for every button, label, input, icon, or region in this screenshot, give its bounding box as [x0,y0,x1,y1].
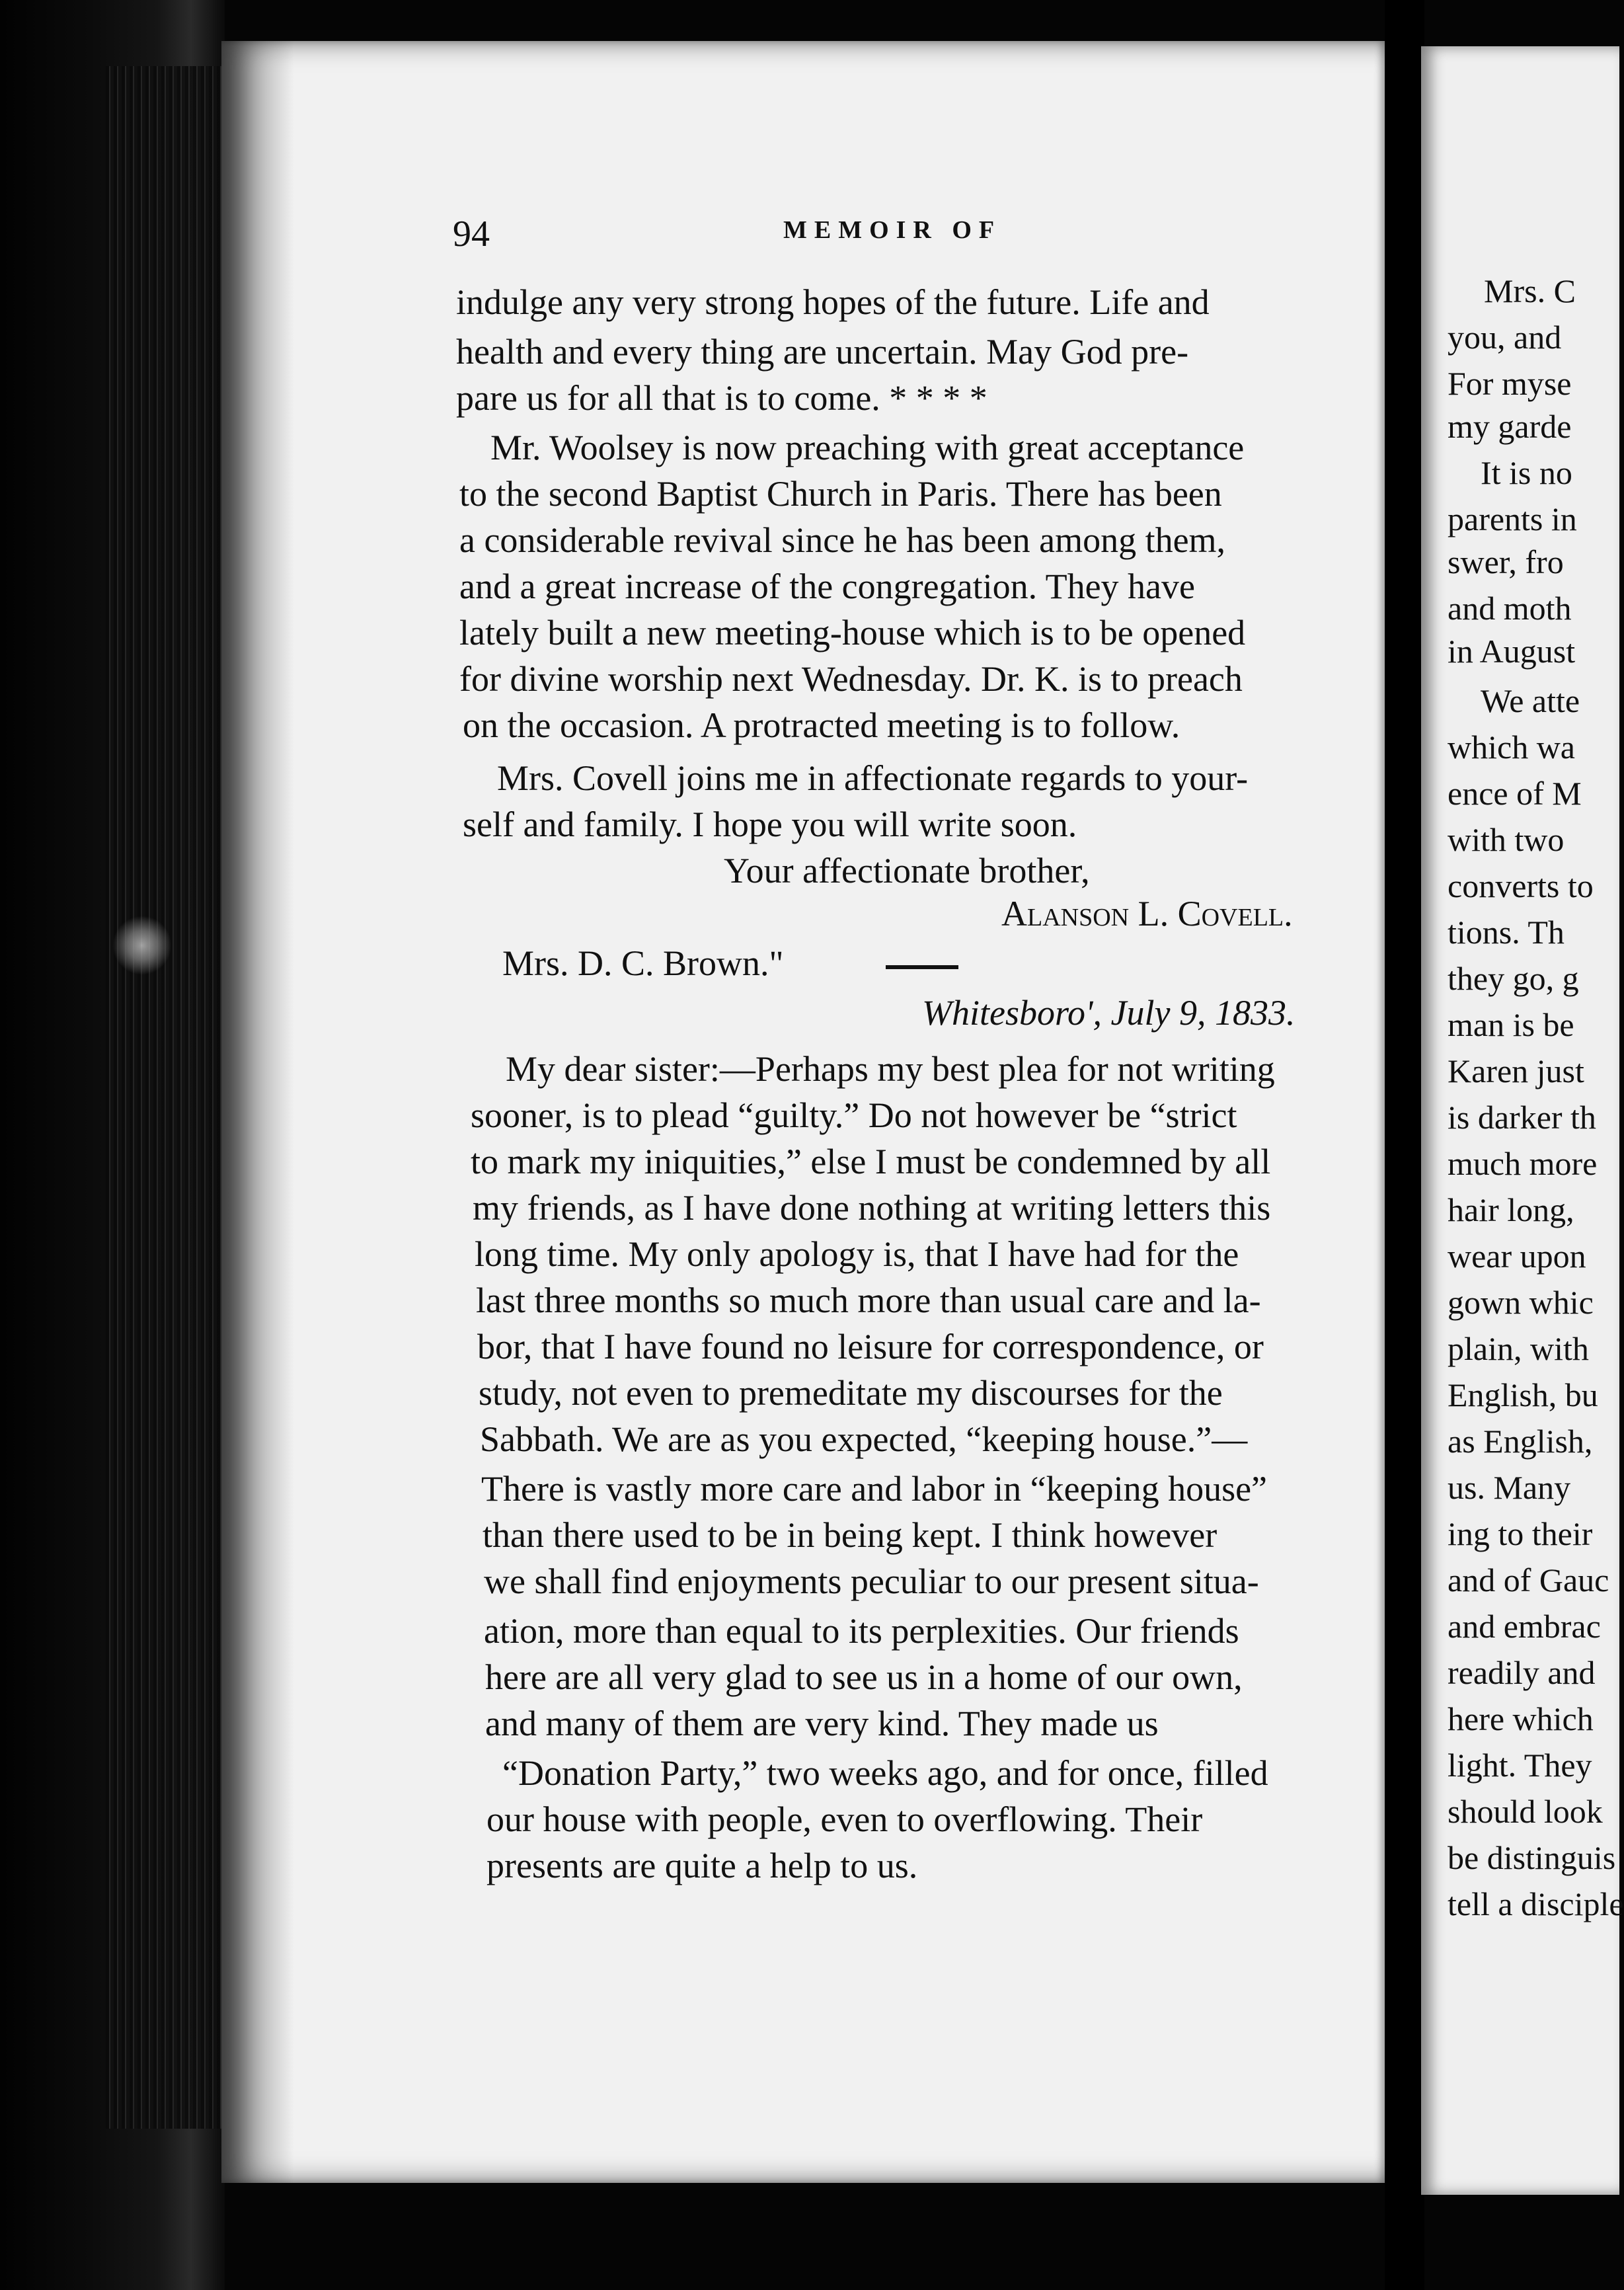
right-page-line: light. They [1448,1747,1592,1784]
text-line: self and family. I hope you will write soon. [463,805,1077,844]
text-line: sooner, is to plead “guilty.” Do not however be “strict [471,1095,1237,1135]
right-page-line: and moth [1448,590,1572,627]
right-page-line: converts to [1448,867,1594,904]
right-page-line: ing to their [1448,1515,1593,1552]
right-page-line: English, bu [1448,1376,1598,1413]
right-page-line: should look [1448,1793,1603,1830]
text-line: Your affectionate brother, [724,851,1090,890]
text-line: There is vastly more care and labor in “keeping house” [481,1469,1268,1509]
dateline: Whitesboro', July 9, 1833. [922,993,1295,1033]
text-line: indulge any very strong hopes of the future. Life and [456,282,1210,322]
right-page-line: is darker th [1448,1099,1596,1136]
right-page-line: swer, fro [1448,543,1564,580]
right-page-line: here which [1448,1700,1594,1737]
text-line: Mrs. Covell joins me in affectionate regards to your- [497,758,1249,798]
text-line: and a great increase of the congregation. They have [459,567,1195,606]
right-page-line: us. Many [1448,1469,1571,1506]
text-line: my friends, as I have done nothing at writing letters this [473,1188,1271,1228]
text-line: long time. My only apology is, that I have had for the [475,1234,1239,1274]
right-page-line: which wa [1448,729,1575,766]
right-page-line: my garde [1448,408,1572,445]
text-line: Mr. Woolsey is now preaching with great acceptance [490,428,1245,467]
page-gutter [1385,0,1424,2290]
right-page-line: parents in [1448,500,1577,537]
right-page-line: hair long, [1448,1191,1574,1228]
page-number: 94 [453,214,490,255]
right-page-line: plain, with [1448,1330,1589,1367]
right-page-line: you, and [1448,319,1562,356]
text-line: last three months so much more than usual care and la- [476,1281,1261,1320]
text-line: and many of them are very kind. They made us [485,1704,1159,1743]
text-line: to the second Baptist Church in Paris. There has been [459,474,1222,514]
right-page-line: and of Gauc [1448,1561,1609,1599]
right-page-line: man is be [1448,1006,1574,1043]
right-page-line: they go, g [1448,960,1579,997]
text-line: lately built a new meeting-house which is to be opened [459,613,1246,652]
right-page-line: with two [1448,821,1565,858]
text-line: bor, that I have found no leisure for correspondence, or [477,1327,1264,1366]
right-page-line: much more [1448,1145,1598,1182]
scan-artifact [112,916,172,975]
text-line: a considerable revival since he has been among them, [459,520,1226,560]
text-line: My dear sister:—Perhaps my best plea for not writing [506,1049,1275,1089]
right-page-line: tell a disciple [1448,1885,1624,1922]
right-page-line: wear upon [1448,1238,1586,1275]
right-page-line: It is no [1481,454,1572,491]
text-line: Sabbath. We are as you expected, “keeping house.”— [480,1419,1248,1459]
right-page-line: We atte [1481,682,1580,719]
right-page-line: readily and [1448,1654,1596,1691]
right-page-line: be distinguis [1448,1839,1616,1876]
text-line: on the occasion. A protracted meeting is to follow. [463,705,1180,745]
text-line: “Donation Party,” two weeks ago, and for once, filled [502,1753,1268,1793]
signature-line: Alanson L. Covell. [1001,894,1293,933]
addressee-line: Mrs. D. C. Brown." [502,943,784,983]
right-page-line: tions. Th [1448,914,1565,951]
right-page-line: Mrs. C [1484,272,1576,309]
text-line: pare us for all that is to come. * * * * [456,378,987,418]
right-page-line: ence of M [1448,775,1582,812]
text-line: our house with people, even to overflowing. Their [486,1799,1203,1839]
text-line: study, not even to premeditate my discourses for the [479,1373,1223,1413]
right-page-line: Karen just [1448,1052,1584,1089]
separator-rule [886,965,958,969]
right-page-line: For myse [1448,365,1572,402]
right-page-line: and embrac [1448,1608,1601,1645]
text-line: than there used to be in being kept. I think however [483,1515,1218,1555]
right-page-line: as English, [1448,1423,1593,1460]
text-line: for divine worship next Wednesday. Dr. K. is to preach [459,659,1243,699]
running-head: MEMOIR OF [783,216,1002,244]
text-line: to mark my iniquities,” else I must be condemned by all [471,1142,1271,1181]
text-line: ation, more than equal to its perplexities. Our friends [484,1611,1239,1651]
text-line: here are all very glad to see us in a home of our own, [485,1657,1243,1697]
text-line: health and every thing are uncertain. May God pre- [456,332,1189,372]
right-page-line: in August [1448,633,1576,670]
text-line: we shall find enjoyments peculiar to our present situa- [484,1561,1259,1601]
right-page-line: gown whic [1448,1284,1594,1321]
text-line: presents are quite a help to us. [486,1846,918,1885]
